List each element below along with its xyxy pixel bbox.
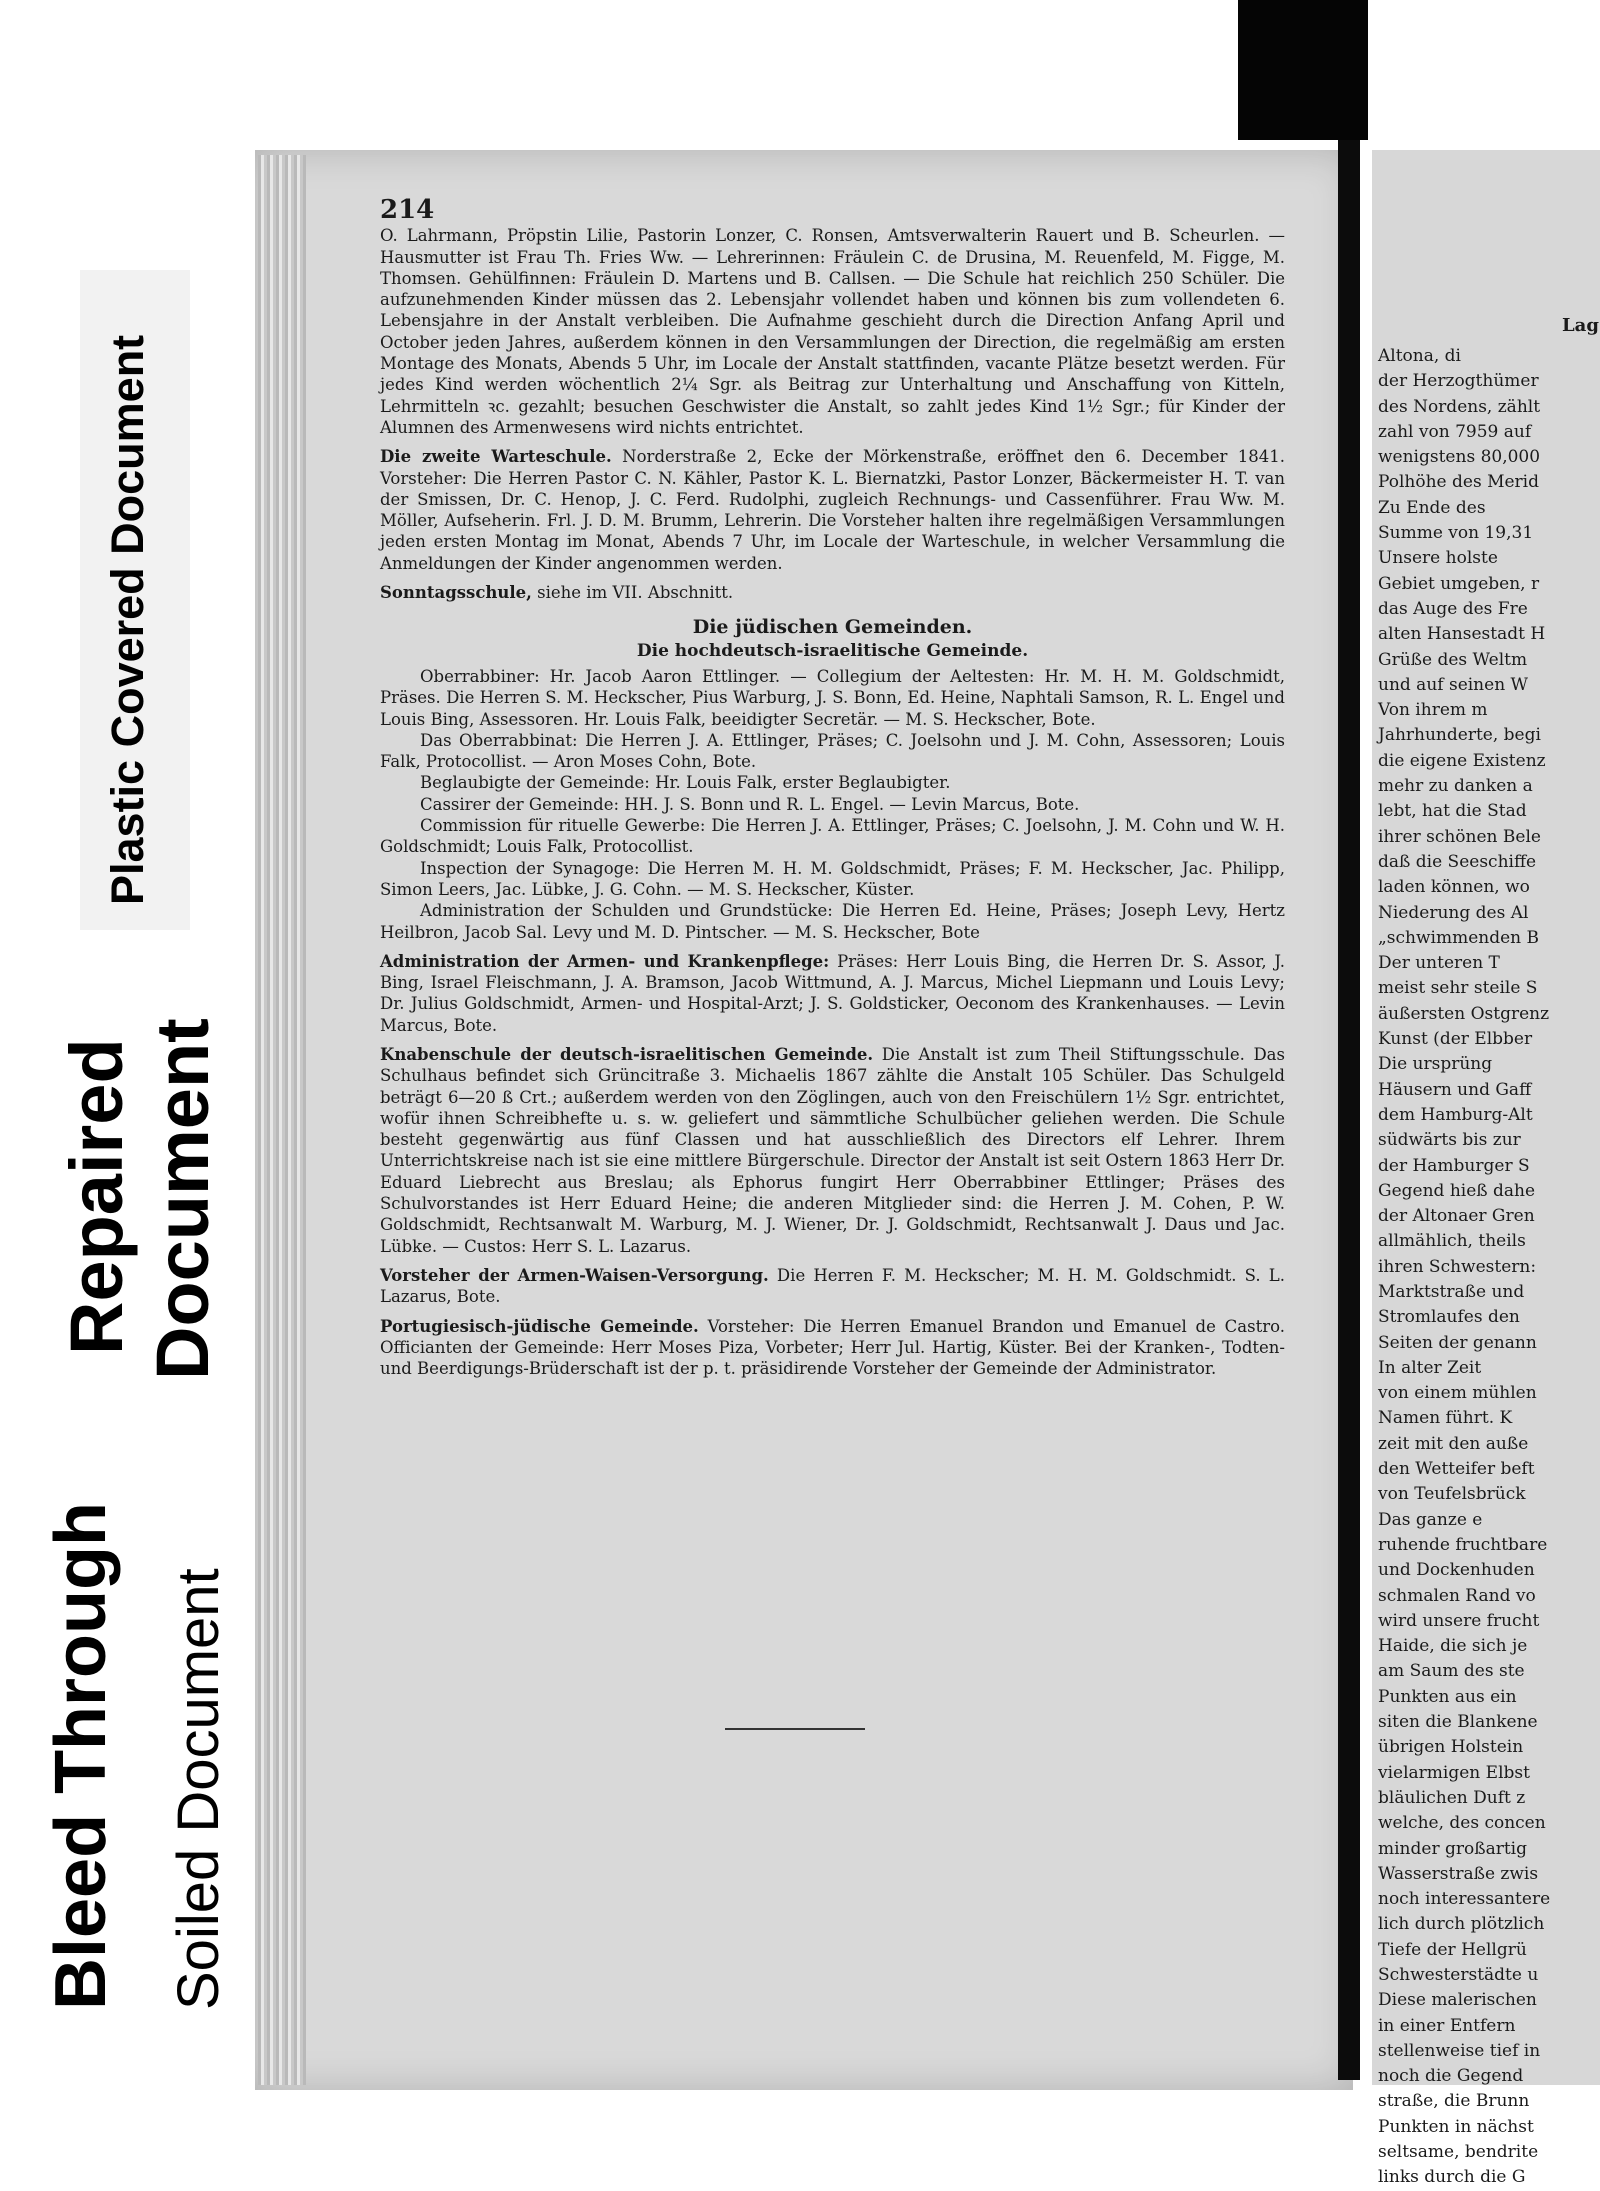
paragraph-6 — [380, 1265, 1285, 1308]
paragraph-1 — [380, 225, 1285, 438]
adjacent-page-line: In alter Zeit — [1378, 1357, 1482, 1378]
adjacent-page-line: Der unteren T — [1378, 953, 1500, 974]
adjacent-page-line: „schwimmenden B — [1378, 927, 1540, 948]
adjacent-page-line: Zu Ende des — [1378, 497, 1486, 518]
adjacent-page-line: Niederung des Al — [1378, 902, 1529, 923]
paragraph-text: O. Lahrmann, Pröpstin Lilie, Pastorin Lonzer, C. Ronsen, Amtsverwalterin Rauert und B. Scheurlen. — Hausmutter ist Frau Th. Fries Ww. — Lehrerinnen: Fräulein C. de Drusina, M. Reuenfeld, M. Figge, M. Thomsen. Gehülfinnen: Fräulein D. Martens und B. Callsen. — Die Schule hat reichlich 250 Schüler. Die aufzunehmenden Kinder müssen das 2. Lebensjahr vollendet haben und können bis zum vollendeten 6. Lebensjahre in der Anstalt verbleiben. Die Aufnahme geschieht durch die Direction Anfang April und October jeden Jahres, außerdem können in den Versammlungen der Direction, die regelmäßig am ersten Montage des Monats, Abends 5 Uhr, im Locale der Anstalt stattfinden, vacante Plätze besetzt werden. Für jedes Kind werden wöchentlich 2¼ Sgr. als Beitrag zur Unterhaltung und Anschaffung von Kitteln, Lehrmitteln ꝛc. gezahlt; besuchen Geschwister die Anstalt, so zahlt jedes Kind 1½ Sgr.; für Kinder der Alumnen des Armenwesens wird nichts entrichtet. — [380, 226, 1285, 437]
adjacent-page-line: bläulichen Duft z — [1378, 1787, 1526, 1808]
paragraph-text: siehe im VII. Abschnitt. — [531, 583, 734, 603]
paragraph-5 — [380, 1044, 1285, 1257]
paragraph-4 — [380, 951, 1285, 1036]
adjacent-page-line: Namen führt. K — [1378, 1408, 1513, 1429]
adjacent-page-line: Gebiet umgeben, r — [1378, 573, 1540, 594]
adjacent-page-line: straße, die Brunn — [1378, 2091, 1530, 2112]
page-number: 214 — [380, 195, 435, 225]
paragraph-text: Die Herren F. M. Heckscher; M. H. M. Goldschmidt. S. L. Lazarus, Bote. — [380, 1265, 1285, 1307]
adjacent-page-line: in einer Entfern — [1378, 2015, 1516, 2036]
adjacent-page-line: stellenweise tief in — [1378, 2040, 1541, 2061]
adjacent-page-line: der Herzogthümer — [1378, 371, 1539, 392]
adjacent-page-line: am Saum des ste — [1378, 1661, 1525, 1682]
adjacent-page-line: von Teufelsbrück — [1378, 1484, 1526, 1505]
adjacent-page-line: Grüße des Weltm — [1378, 649, 1528, 670]
adjacent-page-line: ruhende fruchtbare — [1378, 1534, 1548, 1555]
adjacent-page-line: noch die Gegend — [1378, 2066, 1524, 2087]
section-title: Die jüdischen Gemeinden. — [692, 616, 973, 639]
label-repaired-document: Document — [141, 1018, 224, 1380]
adjacent-page-line: zahl von 7959 auf — [1378, 421, 1532, 442]
adjacent-page-line: Von ihrem m — [1378, 700, 1488, 721]
paragraph-heading: Sonntagsschule, — [380, 583, 532, 603]
paragraph-text: Die Anstalt ist zum Theil Stiftungsschule. Das Schulhaus befindet sich Grüncitraße 3. Michaelis 1867 zählte die Anstalt 105 Schüler. Das Schulgeld beträgt 6—20 ß Crt.; außerdem werden von den Zöglingen, auch von den Freischülern 1½ Sgr. entrichtet, wofür ihnen Schreibhefte u. s. w. geliefert und sämmtliche Schulbücher geliehen werden. Die Schule besteht gegenwärtig aus fünf Classen und hat ausschließlich des Directors elf Lehrer. Ihrem Unterrichtskreise nach ist sie eine mittlere Bürgerschule. Director der Anstalt ist seit Ostern 1863 Herr Dr. Eduard Liebrecht aus Breslau; als Ephorus fungirt Herr Oberrabbiner Ettlinger; Präses des Schulvorstandes ist Herr Eduard Heine; die anderen Mitglieder sind: die Herren J. M. Cohen, P. W. Goldschmidt, Rechtsanwalt M. Warburg, M. J. Wiener, Dr. J. Goldschmidt, Rechtsanwalt J. Daus und Jac. Lübke. — Custos: Herr S. L. Lazarus. — [380, 1044, 1285, 1256]
adjacent-page-line: Gegend hieß dahe — [1378, 1180, 1536, 1201]
adjacent-page-line: übrigen Holstein — [1378, 1737, 1524, 1758]
adjacent-page-line: und Dockenhuden — [1378, 1560, 1535, 1581]
paragraph-heading: Portugiesisch-jüdische Gemeinde. — [380, 1316, 699, 1336]
paragraph-text: Vorsteher: Die Herren Emanuel Brandon und Emanuel de Castro. Officianten der Gemeinde: Herr Moses Piza, Vorbeter; Herr Jul. Hartig, Küster. Bei der Kranken-, Todten- und Beerdigungs-Brüderschaft ist der p. t. präsidirende Vorsteher der Gemeinde der Administrator. — [380, 1316, 1285, 1379]
paragraph-heading: Knabenschule der deutsch-israelitischen Gemeinde. — [380, 1044, 874, 1064]
adjacent-page-line: mehr zu danken a — [1378, 776, 1533, 797]
paragraph-text: Präses: Herr Louis Bing, die Herren Dr. S. Assor, J. Bing, Israel Fleischmann, J. A. Bramson, Jacob Wittmund, A. J. Marcus, Michel Liepmann und Louis Levy; Dr. Julius Goldschmidt, Armen- und Hospital-Arzt; J. S. Goldsticker, Oeconom des Krankenhauses. — Levin Marcus, Bote. — [380, 951, 1285, 1035]
adjacent-page-line: Marktstraße und — [1378, 1281, 1525, 1302]
adjacent-page-line: zeit mit den auße — [1378, 1433, 1529, 1454]
paragraph-heading: Die zweite Warteschule. — [380, 447, 612, 467]
adjacent-page-line: meist sehr steile S — [1378, 978, 1538, 999]
adjacent-page-line: noch interessantere — [1378, 1889, 1551, 1910]
book-gutter — [1338, 140, 1360, 2080]
adjacent-page-line: des Nordens, zählt — [1378, 396, 1541, 417]
adjacent-page-line: Schwesterstädte u — [1378, 1965, 1539, 1985]
paragraph-3 — [380, 582, 1285, 603]
entry-5: Commission für rituelle Gewerbe: Die Herren J. A. Ettlinger, Präses; C. Joelsohn, J. M. Cohn und W. H. Goldschmidt; Louis Falk, Protocollist. — [380, 816, 1285, 857]
adjacent-page-line: Punkten in nächst — [1378, 2116, 1534, 2137]
adjacent-page-line: den Wetteifer beft — [1378, 1459, 1535, 1480]
adjacent-page-line: wird unsere frucht — [1378, 1610, 1540, 1631]
adjacent-page-line: Polhöhe des Merid — [1378, 472, 1540, 493]
adjacent-page-line: Das ganze e — [1378, 1509, 1483, 1530]
adjacent-page-line: vielarmigen Elbst — [1378, 1762, 1530, 1783]
adjacent-page-line: Altona, di — [1378, 346, 1461, 366]
adjacent-page-line: lebt, hat die Stad — [1378, 801, 1527, 822]
page-text — [380, 195, 1285, 1387]
adjacent-page-line: laden können, wo — [1378, 877, 1530, 898]
adjacent-page-line: daß die Seeschiffe — [1378, 851, 1537, 872]
entry-1: Oberrabbiner: Hr. Jacob Aaron Ettlinger. — Collegium der Aeltesten: Hr. M. H. M. Goldschmidt, Präses. Die Herren S. M. Heckscher, Pius Warburg, J. S. Bonn, Ed. Heine, Naphtali Samson, R. L. Engel und Louis Bing, Assessoren. Hr. Louis Falk, beeidigter Secretär. — M. S. Heckscher, Bote. — [380, 666, 1285, 729]
section-subtitle: Die hochdeutsch-israelitische Gemeinde. — [636, 640, 1029, 661]
label-repaired: Repaired — [55, 1038, 138, 1355]
scan-border-top — [1238, 0, 1368, 140]
paragraph-2 — [380, 446, 1285, 574]
paragraph-heading: Vorsteher der Armen-Waisen-Versorgung. — [380, 1265, 769, 1285]
adjacent-page-line: seltsame, bendrite — [1378, 2142, 1539, 2163]
adjacent-page-line: Diese malerischen — [1378, 1990, 1537, 2011]
end-rule — [725, 1728, 865, 1730]
adjacent-page-line: schmalen Rand vo — [1378, 1585, 1536, 1606]
adjacent-page-line: ihrer schönen Bele — [1378, 826, 1541, 847]
paragraph-7 — [380, 1316, 1285, 1380]
adjacent-page-line: Stromlaufes den — [1378, 1307, 1520, 1328]
adjacent-page-line: siten die Blankene — [1378, 1712, 1538, 1733]
entry-3: Beglaubigte der Gemeinde: Hr. Louis Falk, erster Beglaubigter. — [420, 773, 951, 793]
adjacent-page-line: alten Hansestadt H — [1378, 624, 1546, 645]
adjacent-page-line: der Hamburger S — [1378, 1155, 1530, 1176]
paragraph-text: Norderstraße 2, Ecke der Mörkenstraße, eröffnet den 6. December 1841. Vorsteher: Die Herren Pastor C. N. Kähler, Pastor K. L. Biernatzki, Pastor Lonzer, Bäckermeister H. T. van der Smissen, Dr. C. Henop, J. C. Ferd. Rudolphi, zugleich Rechnungs- und Cassenführer. Frau Ww. M. Möller, Aufseherin. Frl. J. D. M. Brumm, Lehrerin. Die Vorsteher halten ihre regelmäßigen Versammlungen jeden ersten Montag im Monat, Abends 7 Uhr, im Locale der Warteschule, in welcher Versammlung die Anmeldungen der Kinder angenommen werden. — [380, 447, 1285, 573]
adjacent-page-line: Punkten aus ein — [1378, 1686, 1517, 1707]
entry-2: Das Oberrabbinat: Die Herren J. A. Ettlinger, Präses; C. Joelsohn und J. M. Cohn, Assessoren; Louis Falk, Protocollist. — Aron Moses Cohn, Bote. — [380, 730, 1285, 772]
adjacent-page-line: Jahrhunderte, begi — [1378, 725, 1541, 746]
adjacent-page-line: Unsere holste — [1378, 548, 1498, 569]
adjacent-page-lines — [1372, 344, 1600, 2191]
adjacent-page-line: allmählich, theils — [1378, 1231, 1526, 1252]
entry-6: Inspection der Synagoge: Die Herren M. H. M. Goldschmidt, Präses; F. M. Heckscher, Jac. Philipp, Simon Leers, Jac. Lübke, J. G. Cohn. — M. S. Heckscher, Küster. — [380, 858, 1285, 899]
adjacent-page-line: Die ursprüng — [1378, 1054, 1493, 1075]
page-edge — [258, 155, 306, 2085]
entry-4: Cassirer der Gemeinde: HH. J. S. Bonn und R. L. Engel. — Levin Marcus, Bote. — [420, 794, 1080, 814]
adjacent-page-line: welche, des concen — [1378, 1813, 1546, 1834]
adjacent-page-line: dem Hamburg-Alt — [1378, 1104, 1533, 1125]
entry-7: Administration der Schulden und Grundstücke: Die Herren Ed. Heine, Präses; Joseph Levy, Hertz Heilbron, Jacob Sal. Levy und M. D. Pintscher. — M. S. Heckscher, Bote — [380, 901, 1285, 942]
adjacent-page-line: und auf seinen W — [1378, 674, 1529, 695]
adjacent-page-line: von einem mühlen — [1378, 1383, 1537, 1404]
adjacent-page-line: Häusern und Gaff — [1378, 1079, 1532, 1100]
adjacent-page-line: Haide, die sich je — [1378, 1636, 1528, 1657]
adjacent-page-line: links durch die G — [1378, 2167, 1526, 2188]
adjacent-page-line: Wasserstraße zwis — [1378, 1863, 1539, 1884]
adjacent-page-line: die eigene Existenz — [1378, 750, 1546, 771]
adjacent-page-line: minder großartig — [1378, 1838, 1527, 1859]
adjacent-page-line: Summe von 19,31 — [1378, 523, 1534, 544]
adjacent-page-line: südwärts bis zur — [1378, 1130, 1521, 1151]
adjacent-page-title: Lag — [1562, 315, 1599, 336]
label-bleed-through: Bleed Through — [41, 1502, 121, 2010]
label-soiled-document: Soiled Document — [166, 1568, 231, 2010]
adjacent-page-line: Kunst (der Elbber — [1378, 1029, 1533, 1050]
adjacent-page-line: lich durch plötzlich — [1378, 1914, 1545, 1935]
paragraph-heading: Administration der Armen- und Krankenpflege: — [380, 951, 830, 971]
adjacent-page — [1372, 150, 1600, 2188]
adjacent-page-line: ihren Schwestern: — [1378, 1256, 1537, 1277]
adjacent-page-line: Seiten der genann — [1378, 1332, 1537, 1353]
label-plastic-covered: Plastic Covered Document — [102, 334, 153, 905]
adjacent-page-line: das Auge des Fre — [1378, 598, 1528, 619]
adjacent-page-line: der Altonaer Gren — [1378, 1206, 1535, 1227]
adjacent-page-line: Tiefe der Hellgrü — [1378, 1939, 1527, 1960]
adjacent-page-line: äußersten Ostgrenz — [1378, 1003, 1550, 1024]
adjacent-page-line: wenigstens 80,000 — [1378, 447, 1541, 468]
